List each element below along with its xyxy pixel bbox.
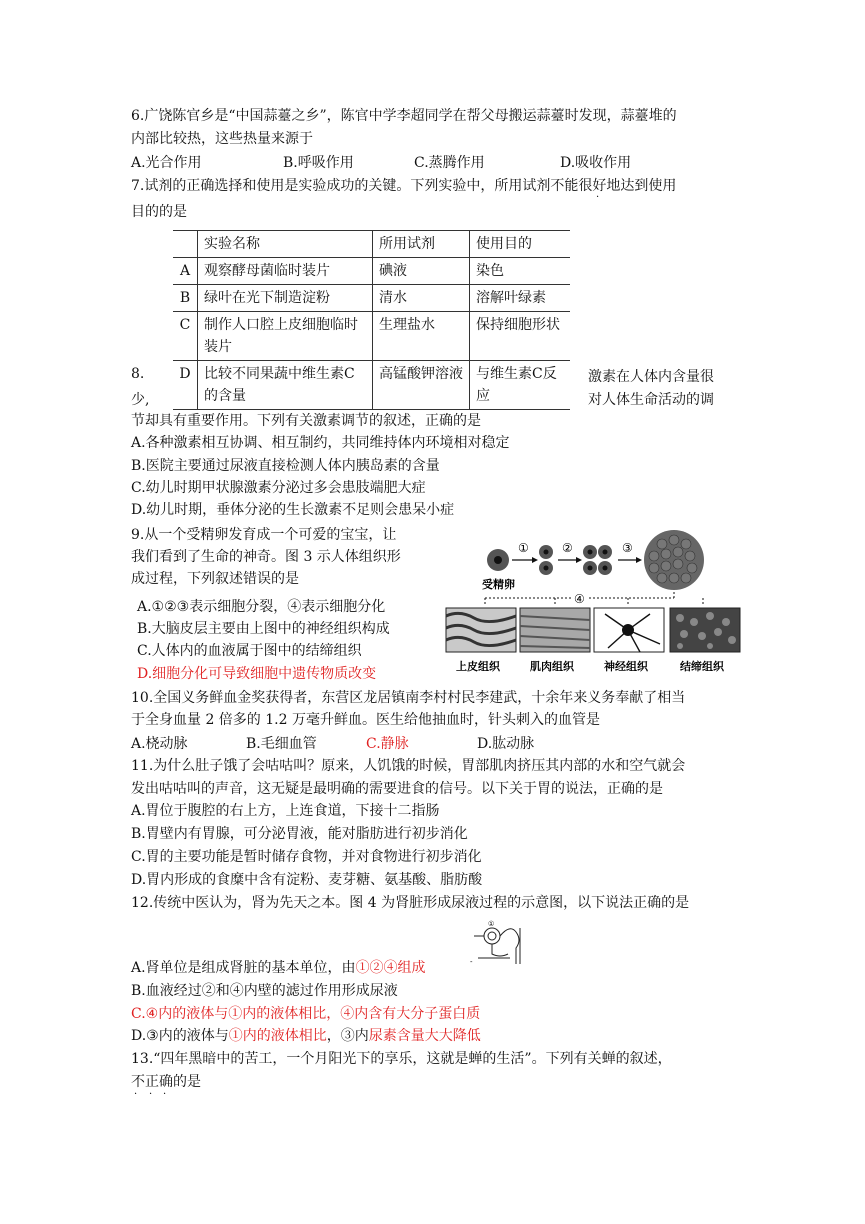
q9-stem-line2: 我们看到了生命的神奇。图 3 示人体组织形 <box>131 549 401 565</box>
q11-option-b: B.胃壁内有胃腺，可分泌胃液，能对脂肪进行初步消化 <box>131 826 468 842</box>
table-cell: 碘液 <box>373 258 470 285</box>
emphasis-dot: · <box>596 192 600 203</box>
table-cell: 染色 <box>470 258 571 285</box>
connective-tissue-icon <box>670 608 740 652</box>
table-row <box>173 258 570 285</box>
q7-stem-line2: 目的的是 <box>131 204 187 220</box>
table-header: 所用试剂 <box>373 231 470 258</box>
q6-option-a: A.光合作用 <box>131 155 202 171</box>
nephron-figure <box>470 914 532 972</box>
q10-stem-line2: 于全身血量 2 倍多的 1.2 万毫升鲜血。医生给他抽血时，针头刺入的血管是 <box>131 712 600 728</box>
q10-option-a: A.桡动脉 <box>131 736 188 752</box>
emphasis-dot: · <box>163 1089 167 1100</box>
table-header: 实验名称 <box>198 231 373 258</box>
tissue-label: 上皮组织 <box>456 660 500 673</box>
egg-label: 受精卵 <box>482 578 515 591</box>
q6-option-c: C.蒸腾作用 <box>414 155 485 171</box>
q12-option-b: B.血液经过②和④内壁的滤过作用形成尿液 <box>131 983 398 999</box>
table-row <box>173 312 570 361</box>
q9-option-a: A.①②③表示细胞分裂，④表示细胞分化 <box>137 599 386 615</box>
nerve-tissue-icon <box>594 608 664 652</box>
q10-option-b: B.毛细血管 <box>246 736 317 752</box>
q6-option-d: D.吸收作用 <box>560 155 632 171</box>
step-label: ③ <box>622 541 633 555</box>
emphasis-dot: · <box>149 1089 153 1100</box>
q6-option-b: B.呼吸作用 <box>283 155 354 171</box>
emphasis-dot: · <box>134 1089 138 1100</box>
table-cell: 与维生素C反应 <box>470 361 571 410</box>
q12-option-a-answer: ①②④组成 <box>355 960 426 976</box>
q8-option-a: A.各种激素相互协调、相互制约，共同维持体内环境相对稳定 <box>131 435 510 451</box>
tissue-label: 神经组织 <box>604 660 648 673</box>
q9-stem-line3: 成过程，下列叙述错误的是 <box>131 571 299 587</box>
q10-option-d: D.肱动脉 <box>477 736 535 752</box>
q9-stem-line1: 9.从一个受精卵发育成一个可爱的宝宝，让 <box>131 527 397 543</box>
table-cell: 比较不同果蔬中维生素C的含量 <box>198 361 373 410</box>
q12-option-a-text: A.肾单位是组成肾脏的基本单位，由 <box>131 960 356 976</box>
table-cell: 高锰酸钾溶液 <box>373 361 470 410</box>
cell-mass-icon <box>644 530 704 590</box>
q12-option-d-answer: 尿素含量大大降低 <box>368 1028 481 1044</box>
q11-option-d: D.胃内形成的食糜中含有淀粉、麦芽糖、氨基酸、脂肪酸 <box>131 872 483 888</box>
table-cell: 保持细胞形状 <box>470 312 571 361</box>
tissue-formation-figure <box>440 530 745 678</box>
svg-text:①: ① <box>488 920 495 928</box>
table-cell: 制作人口腔上皮细胞临时装片 <box>198 312 373 361</box>
step-label: ④ <box>574 592 585 606</box>
epithelial-tissue-icon <box>446 608 516 652</box>
q11-option-c: C.胃的主要功能是暂时储存食物，并对食物进行初步消化 <box>131 849 482 865</box>
table-header: 使用目的 <box>470 231 571 258</box>
q9-option-c: C.人体内的血液属于图中的结缔组织 <box>137 643 362 659</box>
q6-stem-line1: 6.广饶陈官乡是“中国蒜薹之乡”，陈官中学李超同学在帮父母搬运蒜薹时发现，蒜薹堆的 <box>131 108 677 124</box>
table-cell: 观察酵母菌临时装片 <box>198 258 373 285</box>
table-row <box>173 285 570 312</box>
q11-stem-line2: 发出咕咕叫的声音，这无疑是最明确的需要进食的信号。以下关于胃的说法，正确的是 <box>131 781 663 797</box>
table-cell: A <box>173 258 198 285</box>
table-cell <box>173 231 198 258</box>
q6-stem-line2: 内部比较热，这些热量来源于 <box>131 131 313 147</box>
q8-stem-right1: 激素在人体内含量很 <box>588 369 714 385</box>
q13-stem-line2: 不正确的是 <box>131 1074 201 1090</box>
q8-option-d: D.幼儿时期，垂体分泌的生长激素不足则会患呆小症 <box>131 502 455 518</box>
q11-stem-line1: 11.为什么肚子饿了会咕咕叫？原来，人饥饿的时候，胃部肌肉挤压其内部的水和空气就会 <box>131 758 686 774</box>
step-label: ② <box>562 541 573 555</box>
step-label: ① <box>518 541 529 555</box>
table-cell: 溶解叶绿素 <box>470 285 571 312</box>
q8-option-c: C.幼儿时期甲状腺激素分泌过多会患肢端肥大症 <box>131 480 426 496</box>
q12-option-d-text: D.③内的液体与 <box>131 1028 229 1044</box>
tissue-label: 结缔组织 <box>680 660 724 673</box>
table-cell: 生理盐水 <box>373 312 470 361</box>
q9-option-b: B.大脑皮层主要由上图中的神经组织构成 <box>137 621 390 637</box>
q8-fragment: 少, <box>131 392 150 408</box>
table-cell: D <box>173 361 198 410</box>
table-cell: C <box>173 312 198 361</box>
table-row <box>173 361 570 410</box>
q12-option-c: C.④内的液体与①内的液体相比，④内含有大分子蛋白质 <box>131 1006 481 1022</box>
q8-option-b: B.医院主要通过尿液直接检测人体内胰岛素的含量 <box>131 458 440 474</box>
q10-stem-line1: 10.全国义务鲜血金奖获得者，东营区龙居镇南李村村民李建武，十余年来义务奉献了相当 <box>131 690 686 706</box>
table-cell: 绿叶在光下制造淀粉 <box>198 285 373 312</box>
table-cell: B <box>173 285 198 312</box>
q10-option-c: C.静脉 <box>366 736 409 752</box>
q8-stem-line3: 节却具有重要作用。下列有关激素调节的叙述，正确的是 <box>131 413 481 429</box>
muscle-tissue-icon <box>520 608 590 652</box>
q8-stem-right2: 对人体生命活动的调 <box>588 392 714 408</box>
svg-text:-: - <box>470 958 473 966</box>
q8-number: 8. <box>131 366 145 382</box>
q12-stem: 12.传统中医认为，肾为先天之本。图 4 为肾脏形成尿液过程的示意图，以下说法正确的是 <box>131 895 690 911</box>
q12-option-d <box>131 1026 481 1046</box>
q11-option-a: A.胃位于腹腔的右上方，上连食道，下接十二指肠 <box>131 803 440 819</box>
q13-stem-line1: 13.“四年黑暗中的苦工，一个月阳光下的享乐，这就是蝉的生活”。下列有关蝉的叙述， <box>131 1051 672 1067</box>
table-row <box>173 231 570 258</box>
q9-option-d: D.细胞分化可导致细胞中遗传物质改变 <box>137 666 377 682</box>
tissue-label: 肌肉组织 <box>530 660 574 673</box>
q12-option-a <box>131 958 426 978</box>
table-cell: 清水 <box>373 285 470 312</box>
experiment-table <box>173 230 570 410</box>
q7-stem-line1: 7.试剂的正确选择和使用是实验成功的关键。下列实验中，所用试剂不能很好地达到使用 <box>131 178 677 194</box>
q12-option-d-text: ，③内 <box>326 1028 369 1044</box>
q12-option-d-answer: ①内的液体相比 <box>228 1028 327 1044</box>
